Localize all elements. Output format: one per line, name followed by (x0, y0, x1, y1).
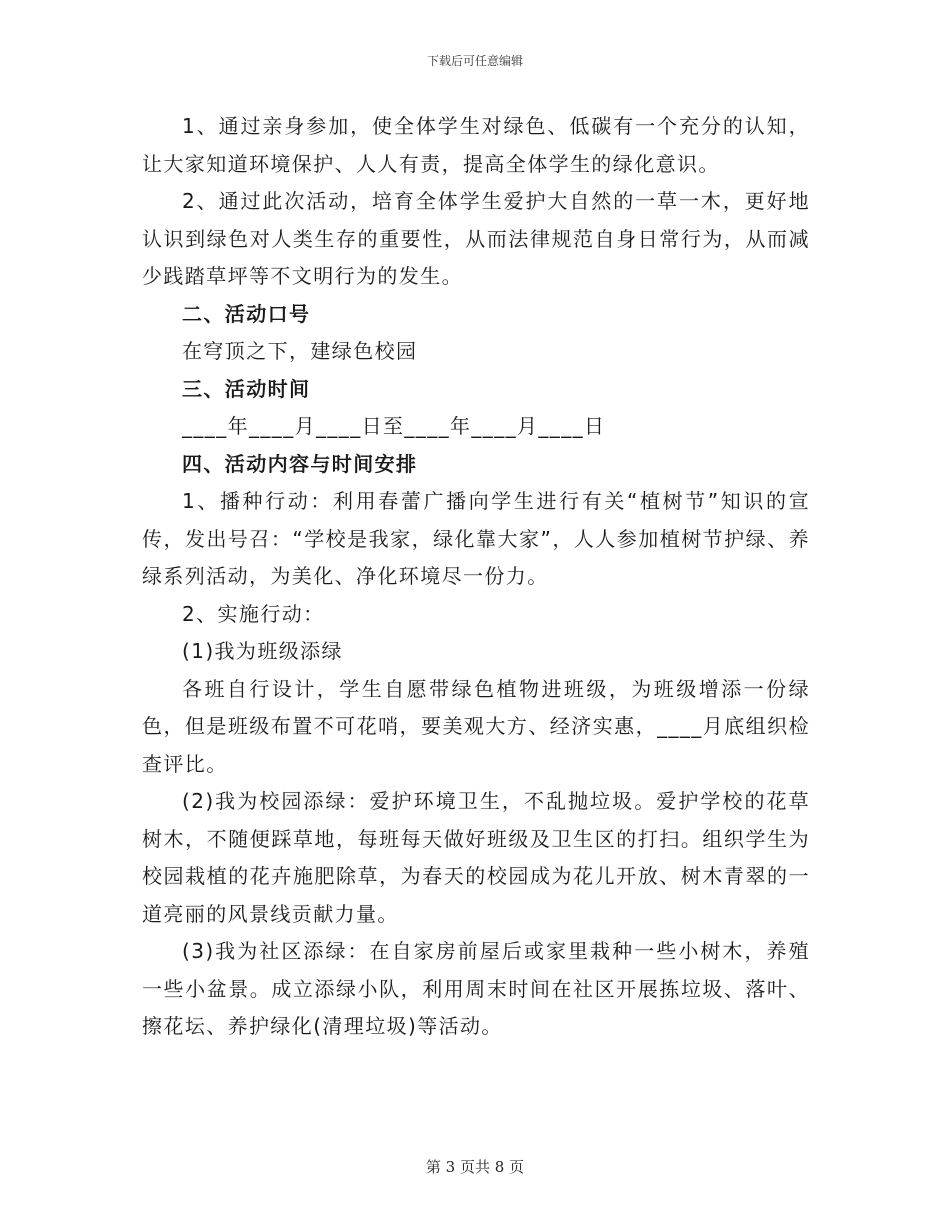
page-number: 第 3 页共 8 页 (425, 1158, 525, 1176)
paragraph-class-green-title: (1)我为班级添绿 (182, 639, 343, 663)
paragraph-campus-green: (2)我为校园添绿：爱护环境卫生，不乱抛垃圾。爱护学校的花草树木，不随便踩草地，每班每天做好班级及卫生区的打扫。组织学生为校园栽植的花卉施肥除草，为春天的校园成为花儿开放、树木青翠的一道亮丽的风景线贡献力量。 (142, 789, 810, 926)
paragraph-time: ____年____月____日至____年____月____日 (182, 414, 606, 438)
paragraph-class-green: 各班自行设计，学生自愿带绿色植物进班级，为班级增添一份绿色，但是班级布置不可花哨，要美观大方、经济实惠，____月底组织检查评比。 (142, 676, 810, 776)
page-header: 下载后可任意编辑 (426, 54, 523, 68)
section-heading-slogan: 二、活动口号 (182, 301, 311, 326)
paragraph-slogan: 在穹顶之下，建绿色校园 (182, 339, 418, 363)
section-heading-content: 四、活动内容与时间安排 (182, 451, 418, 476)
paragraph-implement: 2、实施行动： (182, 601, 325, 626)
paragraph-goal-1: 1、通过亲身参加，使全体学生对绿色、低碳有一个充分的认知，让大家知道环境保护、人人有责，提高全体学生的绿化意识。 (142, 114, 810, 176)
document-body (142, 108, 810, 1046)
paragraph-goal-2: 2、通过此次活动，培育全体学生爱护大自然的一草一木，更好地认识到绿色对人类生存的重要性，从而法律规范自身日常行为，从而减少践踏草坪等不文明行为的发生。 (142, 189, 810, 288)
paragraph-community-green: (3)我为社区添绿：在自家房前屋后或家里栽种一些小树木，养殖一些小盆景。成立添绿小队，利用周末时间在社区开展拣垃圾、落叶、擦花坛、养护绿化(清理垃圾)等活动。 (142, 939, 810, 1038)
paragraph-sowing: 1、播种行动：利用春蕾广播向学生进行有关“植树节”知识的宣传，发出号召：“学校是我家，绿化靠大家”，人人参加植树节护绿、养绿系列活动，为美化、净化环境尽一份力。 (142, 489, 810, 588)
section-heading-time: 三、活动时间 (182, 376, 311, 401)
